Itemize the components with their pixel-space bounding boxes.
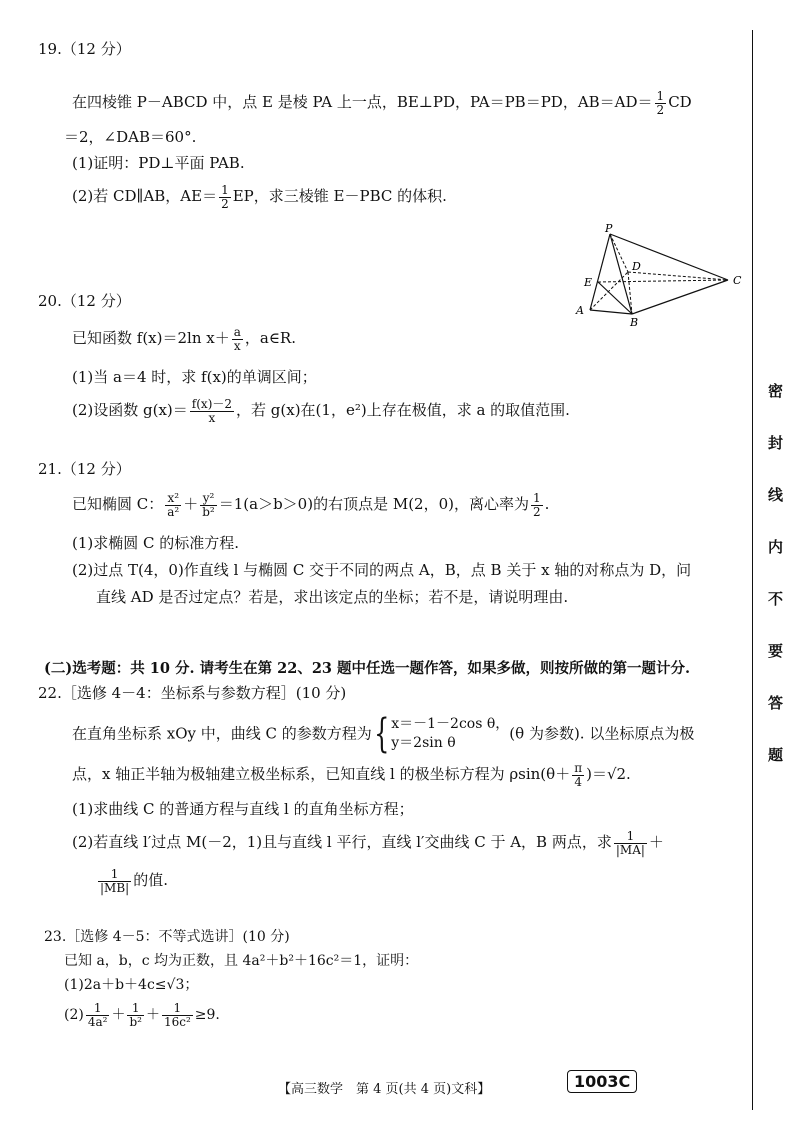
q22-stem-mid: (θ 为参数). 以坐标原点为极 xyxy=(509,724,695,743)
pyramid-figure xyxy=(570,222,750,332)
q22-part2-tail: 的值. xyxy=(133,871,168,890)
q19-stem-fraction: $\frac{1}{2}$ xyxy=(656,89,665,117)
q20-part2-text: (2)设函数 g(x)＝ xyxy=(72,401,188,420)
q23-part2-prefix: (2) xyxy=(64,1007,84,1024)
q23-frac-a: $\frac{1}{\text{4a²}}$ xyxy=(87,1001,108,1029)
q22-brace: { xyxy=(373,711,390,757)
q20-stem-text: 已知函数 f(x)＝2ln x＋ xyxy=(72,329,230,348)
q22-frac-mb: $\frac{1}{|MB|}$ xyxy=(100,867,130,895)
q21-plus: ＋ xyxy=(183,495,199,514)
q22-stem-line2 xyxy=(72,762,631,788)
q22-heading: 22.［选修 4－4：坐标系与参数方程］(10 分) xyxy=(38,684,347,702)
q22-pi-fraction: $\frac{\pi}{4}$ xyxy=(574,761,583,789)
seal-char-5: 不 xyxy=(768,590,784,608)
q21-part1: (1)求椭圆 C 的标准方程. xyxy=(72,534,240,552)
edge-PB xyxy=(610,234,632,314)
q20-part2-fraction: $\frac{f(x)-2}{x}$ xyxy=(191,397,233,425)
seal-line xyxy=(752,30,753,1110)
q21-stem-mid: ＝1(a＞b＞0)的右顶点是 M(2，0)，离心率为 xyxy=(218,495,529,514)
q20-stem-tail: ，a∈R. xyxy=(244,329,296,348)
q19-part1: (1)证明：PD⊥平面 PAB. xyxy=(72,154,245,172)
q22-part1: (1)求曲线 C 的普通方程与直线 l 的直角坐标方程； xyxy=(72,800,414,818)
edge-EC xyxy=(598,280,728,282)
q22-stem-text: 在直角坐标系 xOy 中，曲线 C 的参数方程为 xyxy=(72,724,372,743)
q23-plus-2: ＋ xyxy=(145,1007,160,1024)
q22-stem-polar: 点，x 轴正半轴为极轴建立极坐标系，已知直线 l 的极坐标方程为 ρsin(θ＋ xyxy=(72,765,571,784)
edge-EB xyxy=(598,282,632,314)
q20-part2 xyxy=(72,398,570,424)
q19-part2-fraction: $\frac{1}{2}$ xyxy=(221,183,229,211)
q21-part2-line1: (2)过点 T(4，0)作直线 l 与椭圆 C 交于不同的两点 A，B，点 B 关于 x 轴的对称点为 D，问 xyxy=(72,561,692,579)
q22-frac-ma: $\frac{1}{|MA|}$ xyxy=(615,829,645,857)
q22-param-system: x＝－1－2cos θ， y＝2sin θ xyxy=(391,716,510,751)
label-P: P xyxy=(605,222,613,235)
q19-stem-tail: CD xyxy=(668,93,692,112)
q23-heading: 23.［选修 4－5：不等式选讲］(10 分) xyxy=(44,929,290,945)
q22-part2-line1 xyxy=(72,830,664,856)
q23-part1: (1)2a＋b＋4c≤√3； xyxy=(64,977,199,993)
q19-stem-line2: ＝2，∠DAB＝60°. xyxy=(64,128,197,146)
seal-char-3: 线 xyxy=(768,486,784,504)
label-E: E xyxy=(584,276,593,289)
q22-part2-line2 xyxy=(96,868,168,894)
q20-part1: (1)当 a＝4 时，求 f(x)的单调区间； xyxy=(72,368,317,386)
q22-part2-text: (2)若直线 l′过点 M(－2，1)且与直线 l 平行，直线 l′交曲线 C 于 A，B 两点，求 xyxy=(72,833,612,852)
q23-part2-tail: ≥9. xyxy=(194,1007,220,1024)
seal-char-1: 密 xyxy=(768,382,784,400)
q21-frac-x: $\frac{\text{x²}}{\text{a²}}$ xyxy=(167,491,180,519)
q23-part2 xyxy=(64,1002,220,1028)
label-A: A xyxy=(576,304,584,317)
q23-frac-c: $\frac{1}{\text{16c²}}$ xyxy=(163,1001,191,1029)
q21-stem-text: 已知椭圆 C： xyxy=(72,495,164,514)
q22-part2-plus: ＋ xyxy=(648,833,664,852)
q19-part2-text: (2)若 CD∥AB，AE＝ xyxy=(72,187,218,206)
label-C: C xyxy=(733,274,742,287)
q19-stem-text: 在四棱锥 P－ABCD 中，点 E 是棱 PA 上一点，BE⊥PD，PA＝PB＝PD，AB＝AD＝ xyxy=(72,93,653,112)
q21-frac-y: $\frac{\text{y²}}{\text{b²}}$ xyxy=(202,491,215,519)
seal-char-7: 答 xyxy=(768,694,784,712)
q20-part2-tail: ，若 g(x)在(1，e²)上存在极值，求 a 的取值范围. xyxy=(236,401,570,420)
edge-DC xyxy=(628,272,728,280)
seal-char-6: 要 xyxy=(768,642,784,660)
seal-char-2: 封 xyxy=(768,434,784,452)
q19-stem-line1 xyxy=(72,90,692,116)
edge-BC xyxy=(632,280,728,314)
paper-code: 1003C xyxy=(567,1070,637,1093)
q23-frac-b: $\frac{1}{\text{b²}}$ xyxy=(129,1001,142,1029)
q21-heading: 21.（12 分） xyxy=(38,460,131,478)
q22-stem-polar-tail: )＝√2. xyxy=(586,765,631,784)
q21-ecc-fraction: $\frac{1}{2}$ xyxy=(533,491,541,519)
section2-heading: (二)选考题：共 10 分. 请考生在第 22、23 题中任选一题作答，如果多做，则按所做的第一题计分. xyxy=(44,660,691,677)
q19-part2-tail: EP，求三棱锥 E－PBC 的体积. xyxy=(232,187,447,206)
edge-PA xyxy=(590,234,610,310)
seal-char-4: 内 xyxy=(768,538,784,556)
page-footer: 【高三数学 第 4 页(共 4 页)文科】 xyxy=(278,1082,491,1097)
edge-AB xyxy=(590,310,632,314)
q20-stem-fraction: $\frac{a}{x}$ xyxy=(233,325,241,353)
q22-stem-line1 xyxy=(72,711,695,757)
q19-heading: 19.（12 分） xyxy=(38,40,131,58)
label-D: D xyxy=(632,260,641,273)
q23-plus-1: ＋ xyxy=(111,1007,126,1024)
q21-stem xyxy=(72,492,549,518)
q20-heading: 20.（12 分） xyxy=(38,292,131,310)
q21-part2-line2: 直线 AD 是否过定点？若是，求出该定点的坐标；若不是，请说明理由. xyxy=(96,588,569,606)
label-B: B xyxy=(630,316,639,329)
seal-char-8: 题 xyxy=(768,746,784,764)
q21-stem-end: . xyxy=(544,495,550,514)
q19-part2 xyxy=(72,184,447,210)
q23-stem: 已知 a，b，c 均为正数，且 4a²＋b²＋16c²＝1，证明： xyxy=(64,953,419,969)
q20-stem xyxy=(72,326,296,352)
